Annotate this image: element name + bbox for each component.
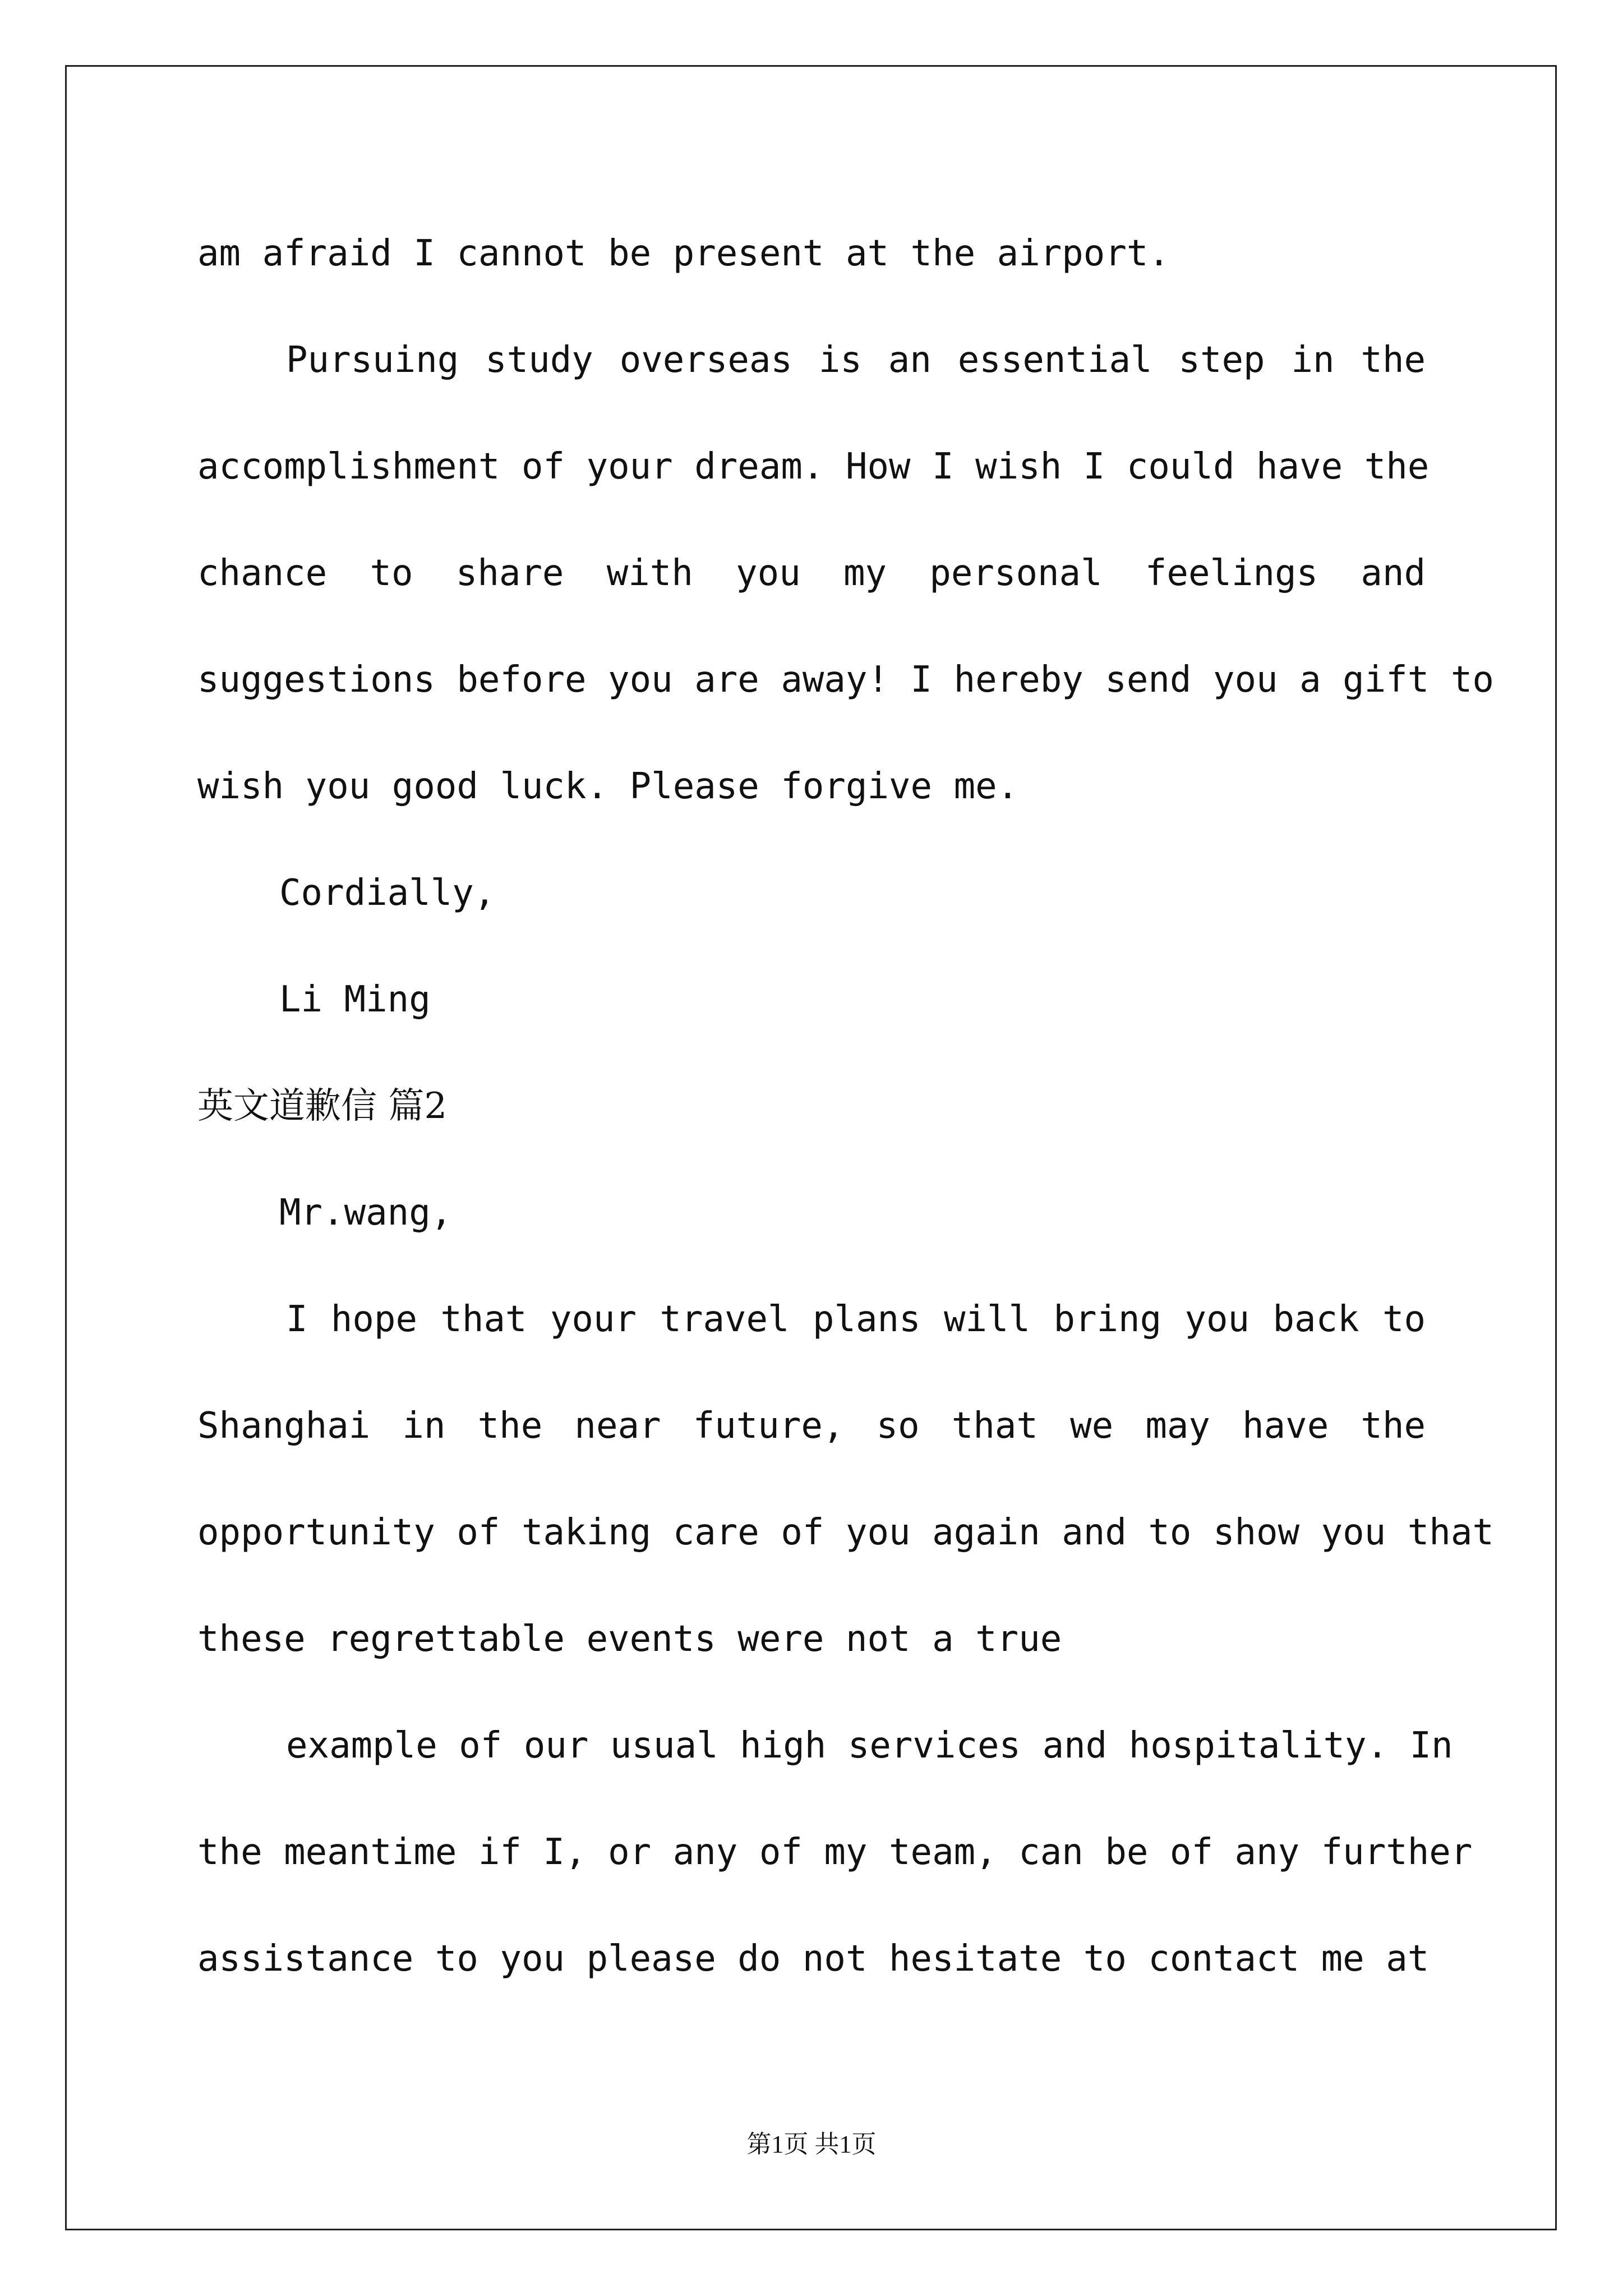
body-line: chance to share with you my personal feelings and xyxy=(197,553,1426,594)
body-line: these regrettable events were not a true xyxy=(197,1618,1062,1660)
page-number: 第1页 共1页 xyxy=(746,2131,877,2158)
closing-salutation: Cordially, xyxy=(279,872,496,914)
body-line: assistance to you please do not hesitate to contact me at xyxy=(197,1938,1430,1980)
body-line: accomplishment of your dream. How I wish I could have the xyxy=(197,446,1430,487)
body-line: am afraid I cannot be present at the airport. xyxy=(197,233,1170,274)
body-line: suggestions before you are away! I hereby send you a gift to xyxy=(197,659,1494,701)
greeting: Mr.wang, xyxy=(279,1192,453,1234)
body-line: I hope that your travel plans will bring you back to xyxy=(286,1299,1426,1340)
body-line: the meantime if I, or any of my team, can be of any further xyxy=(197,1832,1473,1873)
signature-name: Li Ming xyxy=(279,979,431,1020)
body-line: example of our usual high services and hospitality. In xyxy=(286,1725,1453,1766)
section-heading: 英文道歉信 篇2 xyxy=(197,1085,448,1127)
page-border xyxy=(65,65,1557,2230)
body-line: Pursuing study overseas is an essential step in the xyxy=(286,339,1426,381)
body-line: Shanghai in the near future, so that we may have the xyxy=(197,1405,1426,1447)
body-line: wish you good luck. Please forgive me. xyxy=(197,766,1019,807)
body-line: opportunity of taking care of you again and to show you that xyxy=(197,1512,1494,1553)
